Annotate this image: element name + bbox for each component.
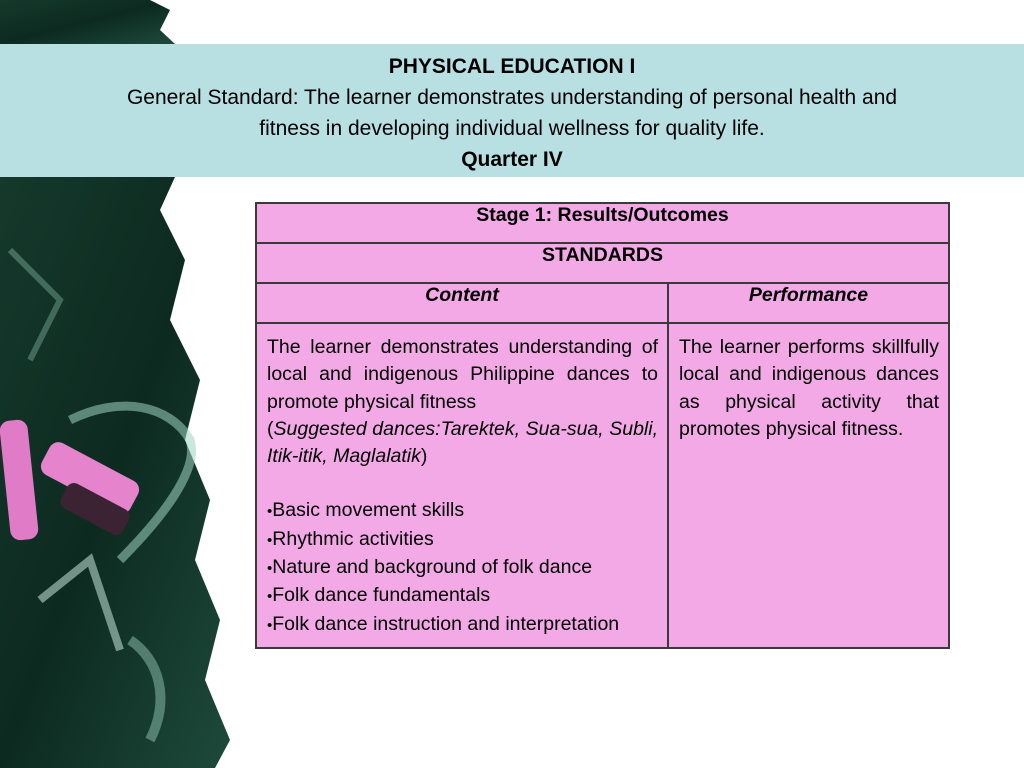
list-item xyxy=(267,611,658,639)
page-title: PHYSICAL EDUCATION I xyxy=(388,55,636,78)
performance-heading: Performance xyxy=(668,283,949,323)
general-standard-line-2: fitness in developing individual wellness for quality life. xyxy=(259,117,765,140)
header-band xyxy=(0,44,1024,177)
bullet-icon: • xyxy=(267,560,273,578)
suggested-dances xyxy=(267,416,658,471)
stage-heading: Stage 1: Results/Outcomes xyxy=(256,203,949,243)
list-item xyxy=(267,582,658,610)
list-item xyxy=(267,526,658,554)
list-item xyxy=(267,497,658,525)
standards-table xyxy=(255,202,950,649)
list-item xyxy=(267,554,658,582)
topic-text: Basic movement skills xyxy=(272,499,465,522)
table-row xyxy=(256,323,949,648)
table-row xyxy=(256,283,949,323)
bullet-icon: • xyxy=(267,616,273,634)
paren-open: ( xyxy=(267,417,274,440)
content-cell xyxy=(256,323,668,648)
topic-text: Nature and background of folk dance xyxy=(272,556,593,579)
topic-list xyxy=(267,497,658,638)
standards-heading: STANDARDS xyxy=(256,243,949,283)
table-row xyxy=(256,243,949,283)
performance-cell xyxy=(668,323,949,648)
bullet-icon: • xyxy=(267,531,273,549)
spacer xyxy=(267,470,658,497)
topic-text: Folk dance instruction and interpretation xyxy=(272,612,620,635)
paren-close: ) xyxy=(420,445,428,468)
suggested-dances-text: Suggested dances:Tarektek, Sua-sua, Subli, Itik-itik, Maglalatik xyxy=(267,417,658,468)
performance-description: The learner performs skillfully local and indigenous dances as physical activity that promotes physical fitness. xyxy=(679,336,939,440)
content-description: The learner demonstrates understanding of local and indigenous Philippine dances to promote physical fitness xyxy=(267,336,658,413)
quarter-label: Quarter IV xyxy=(461,148,563,171)
content-heading: Content xyxy=(256,283,668,323)
bullet-icon: • xyxy=(267,503,273,521)
table-row xyxy=(256,203,949,243)
bullet-icon: • xyxy=(267,588,273,606)
general-standard-line-1: General Standard: The learner demonstrates understanding of personal health and xyxy=(126,86,898,109)
topic-text: Folk dance fundamentals xyxy=(272,584,491,607)
topic-text: Rhythmic activities xyxy=(272,527,434,550)
